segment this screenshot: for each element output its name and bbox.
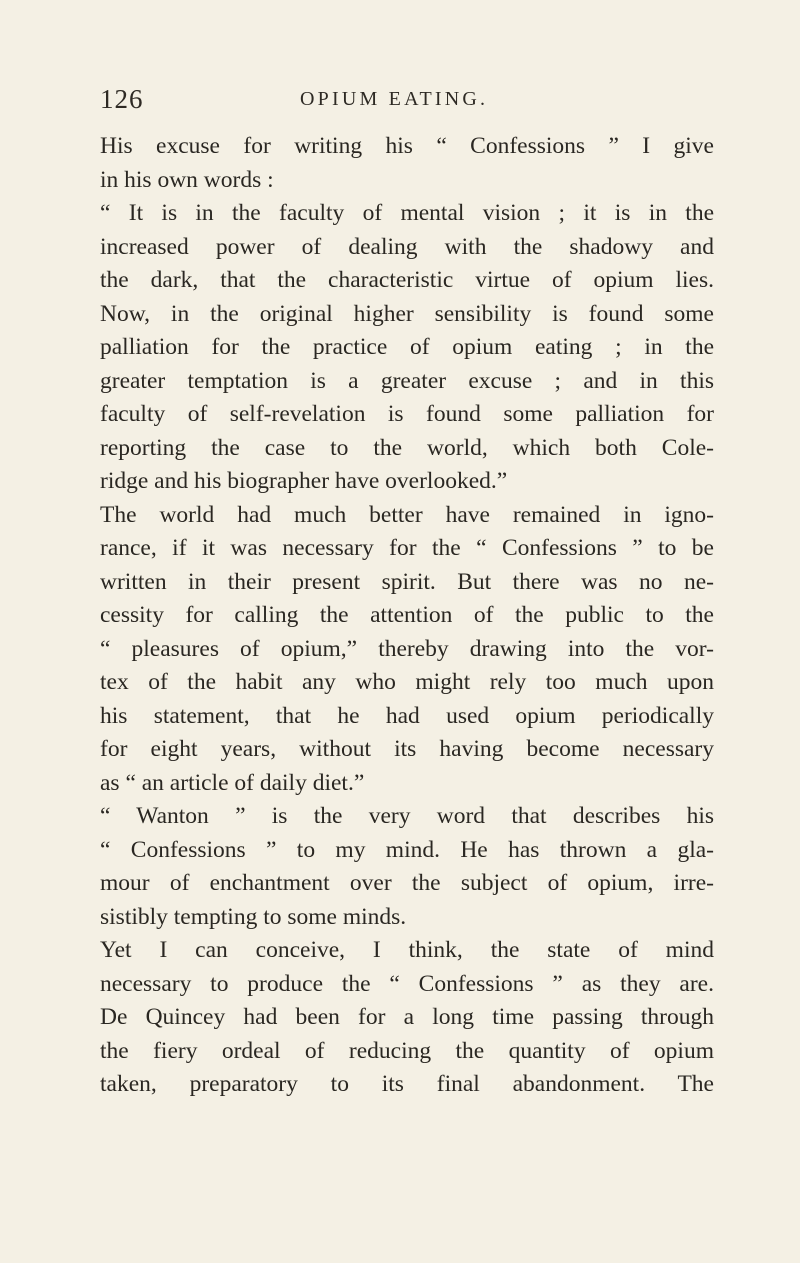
text-line: palliation for the practice of opium eating ; in the (100, 334, 714, 360)
text-line: Now, in the original higher sensibility is found some (100, 300, 714, 327)
text-line: for eight years, without its having become necessary (100, 736, 714, 762)
text-line: ridge and his biographer have overlooked.” (100, 468, 508, 494)
text-line: mour of enchantment over the subject of opium, irre- (100, 870, 714, 896)
body-text (100, 130, 714, 1102)
text-line: the dark, that the characteristic virtue of opium lies. (100, 267, 714, 293)
text-line: Yet I can conceive, I think, the state of mind (100, 937, 714, 963)
text-line: sistibly tempting to some minds. (100, 903, 407, 930)
text-line: faculty of self-revelation is found some palliation for (100, 401, 714, 427)
text-line: greater temptation is a greater excuse ; and in this (100, 367, 714, 394)
text-line: “ It is in the faculty of mental vision ; it is in the (100, 200, 714, 226)
text-line: De Quincey had been for a long time passing through (100, 1004, 714, 1030)
running-head (0, 84, 800, 124)
text-line: tex of the habit any who might rely too much upon (100, 669, 714, 695)
text-line: the fiery ordeal of reducing the quantity of opium (100, 1037, 714, 1064)
text-line: The world had much better have remained in igno- (100, 501, 714, 528)
text-line: necessary to produce the “ Confessions ” as they are. (100, 970, 714, 997)
text-line: His excuse for writing his “ Confessions ” I give (100, 133, 714, 159)
text-line: “ Wanton ” is the very word that describes his (100, 803, 714, 829)
text-line: taken, preparatory to its final abandonment. The (100, 1071, 714, 1097)
text-line: increased power of dealing with the shadowy and (100, 233, 714, 260)
text-line: reporting the case to the world, which both Cole- (100, 434, 714, 461)
text-line: in his own words : (100, 166, 274, 193)
text-line: as “ an article of daily diet.” (100, 769, 365, 796)
text-line: cessity for calling the attention of the public to the (100, 602, 714, 628)
page-number: 126 (100, 84, 144, 114)
text-line: written in their present spirit. But there was no ne- (100, 568, 714, 595)
text-line: “ pleasures of opium,” thereby drawing into the vor- (100, 635, 714, 662)
running-title: OPIUM EATING. (300, 88, 489, 110)
text-line: rance, if it was necessary for the “ Confessions ” to be (100, 535, 714, 561)
text-line: his statement, that he had used opium periodically (100, 702, 714, 729)
text-line: “ Confessions ” to my mind. He has thrown a gla- (100, 836, 714, 863)
